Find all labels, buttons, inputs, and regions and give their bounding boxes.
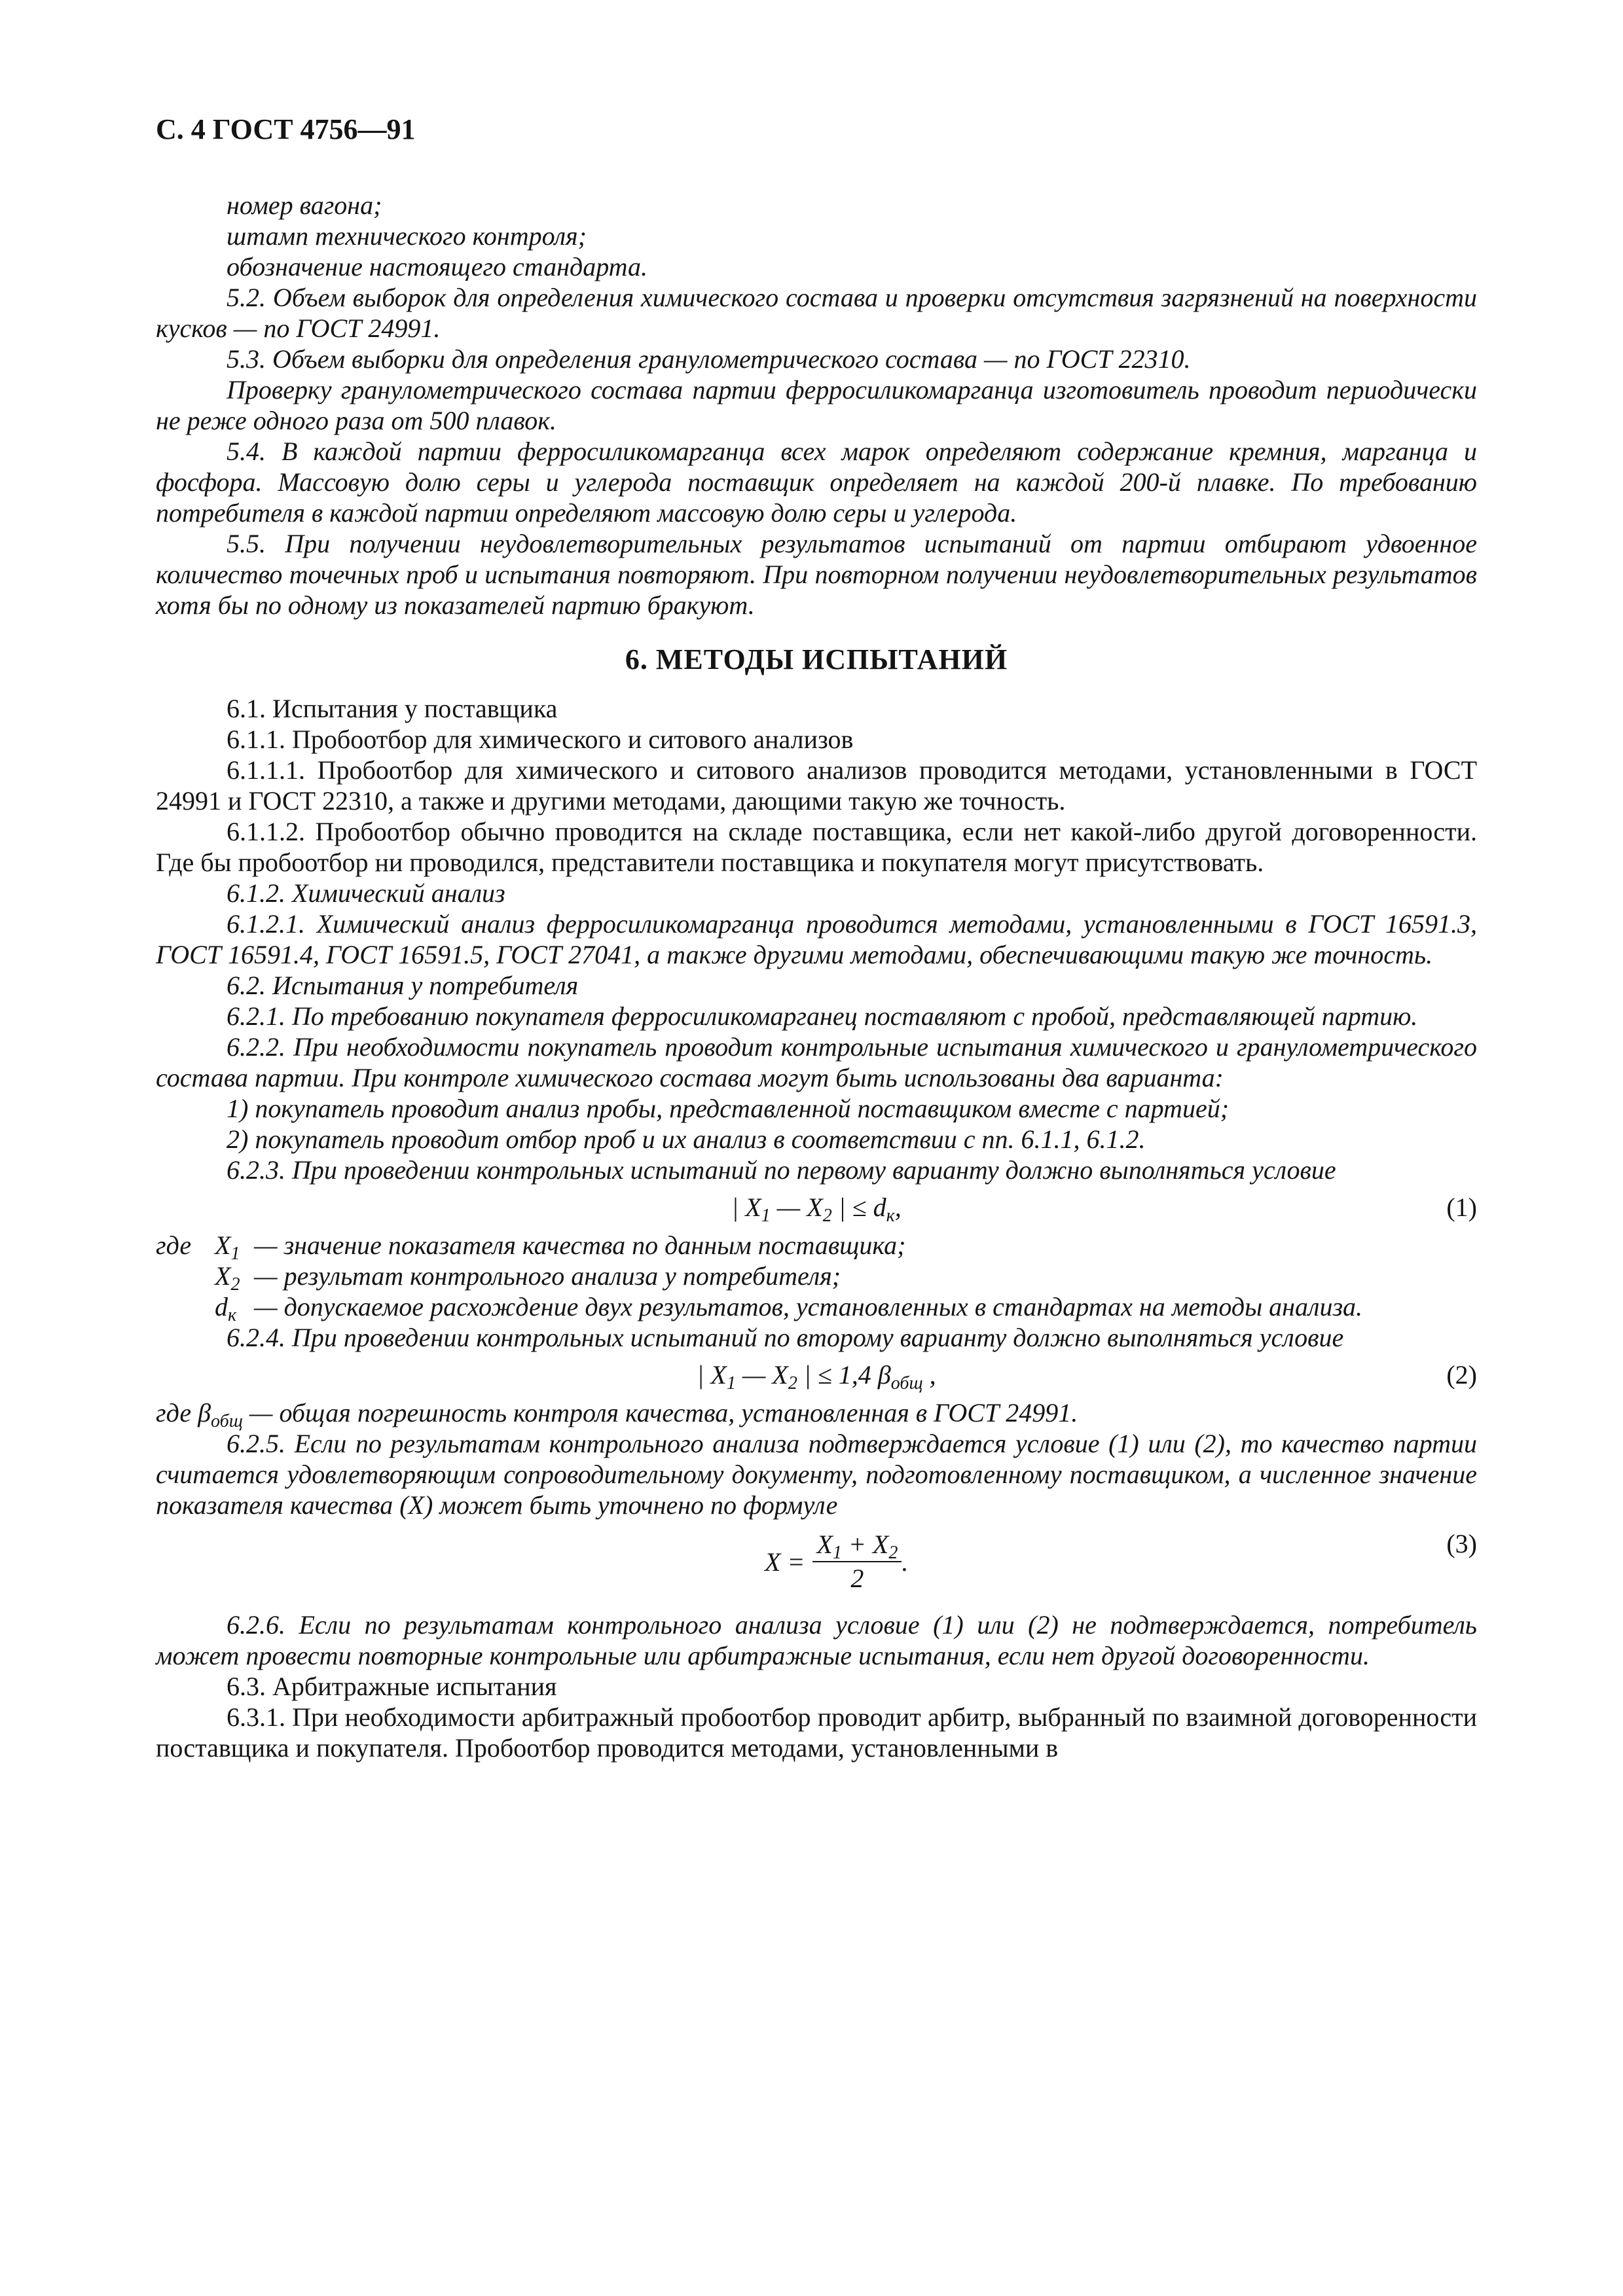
paragraph-6-1-1: 6.1.1. Пробоотбор для химического и ситового анализов bbox=[227, 725, 854, 754]
paragraph-6-2-1: 6.2.1. По требованию покупателя ферросиликомарганец поставляют с пробой, представляющей партию. bbox=[227, 1001, 1418, 1031]
legend-symbol-x2: $X_2$ bbox=[215, 1261, 240, 1295]
paragraph-5-3: 5.3. Объем выборки для определения гранулометрического состава — по ГОСТ 22310. bbox=[227, 344, 1191, 374]
formula-2-number: (2) bbox=[1446, 1360, 1477, 1390]
legend-row-dk bbox=[156, 1291, 1477, 1325]
paragraph-6-2-4: 6.2.4. При проведении контрольных испытаний по второму варианту должно выполняться условие bbox=[227, 1323, 1344, 1352]
page-content bbox=[156, 190, 1477, 1763]
legend-symbol-dk: $d_к$ bbox=[215, 1292, 237, 1325]
formula-3 bbox=[156, 1528, 1477, 1602]
legend-row-x2 bbox=[156, 1261, 1477, 1295]
paragraph-5-4: 5.4. В каждой партии ферросиликомарганца всех марок определяют содержание кремния, марганца и фосфора. Массовую долю серы и углерода поставщик определяет на каждой 200-й плавке. По требованию потребителя в каждой партии определяют массовую долю серы и углерода. bbox=[156, 437, 1477, 528]
page-header: С. 4 ГОСТ 4756—91 bbox=[156, 113, 416, 145]
formula-2-expression: | $X_1$ — $X_2$ | ≤ 1,4 $\beta_{общ}$ , bbox=[697, 1360, 936, 1393]
formula-1 bbox=[156, 1189, 1477, 1226]
section-title: 6. МЕТОДЫ ИСПЫТАНИЙ bbox=[625, 643, 1008, 675]
formula-1-number: (1) bbox=[1446, 1193, 1477, 1222]
legend-row-x1 bbox=[156, 1230, 1477, 1264]
list-item: обозначение настоящего стандарта. bbox=[227, 252, 648, 281]
paragraph-5-2: 5.2. Объем выборок для определения химического состава и проверки отсутствия загрязнений на поверхности кусков — по ГОСТ 24991. bbox=[156, 283, 1477, 343]
paragraph-6-1: 6.1. Испытания у поставщика bbox=[227, 694, 558, 723]
formula-2 bbox=[156, 1357, 1477, 1393]
paragraph-6-2-3: 6.2.3. При проведении контрольных испытаний по первому варианту должно выполняться условие bbox=[227, 1155, 1336, 1185]
paragraph-5-5: 5.5. При получении неудовлетворительных результатов испытаний от партии отбирают удвоенное количество точечных проб и испытания повторяют. При повторном получении неудовлетворительных результатов хотя бы по одному из показателей партию бракуют. bbox=[156, 529, 1477, 620]
legend-where-word: где bbox=[156, 1230, 192, 1260]
paragraph-5-3-continued: Проверку гранулометрического состава партии ферросиликомарганца изготовитель проводит периодически не реже одного раза от 500 плавок. bbox=[156, 375, 1477, 435]
paragraph-6-1-2: 6.1.2. Химический анализ bbox=[227, 878, 505, 908]
formula-1-legend bbox=[156, 1230, 1477, 1325]
legend-symbol-x1: $X_1$ bbox=[215, 1230, 240, 1264]
paragraph-6-3-1: 6.3.1. При необходимости арбитражный пробоотбор проводит арбитр, выбранный по взаимной договоренности поставщика и покупателя. Пробоотбор проводится методами, установленными в bbox=[156, 1702, 1477, 1763]
paragraph-6-1-2-1: 6.1.2.1. Химический анализ ферросиликомарганца проводится методами, установленными в ГОСТ 16591.3, ГОСТ 16591.4, ГОСТ 16591.5, ГОСТ 27041, а также другими методами, обеспечивающими такую же точность. bbox=[156, 909, 1477, 969]
formula-2-legend: где $\beta_{общ}$ — общая погрешность контроля качества, установленная в ГОСТ 24991. bbox=[156, 1398, 1078, 1431]
option-2: 2) покупатель проводит отбор проб и их анализ в соответствии с пп. 6.1.1, 6.1.2. bbox=[227, 1124, 1146, 1154]
list-item: номер вагона; bbox=[227, 190, 382, 220]
legend-text-x2: — результат контрольного анализа у потребителя; bbox=[254, 1261, 841, 1291]
paragraph-6-2: 6.2. Испытания у потребителя bbox=[227, 971, 579, 1000]
option-1: 1) покупатель проводит анализ пробы, представленной поставщиком вместе с партией; bbox=[227, 1094, 1230, 1123]
legend-text-dk: — допускаемое расхождение двух результатов, установленных в стандартах на методы анализа. bbox=[254, 1292, 1363, 1321]
paragraph-6-2-5: 6.2.5. Если по результатам контрольного анализа подтверждается условие (1) или (2), то качество партии считается удовлетворяющим сопроводительному документу, подготовленному поставщиком, а численное значение показателя качества (X) может быть уточнено по формуле bbox=[156, 1429, 1477, 1520]
formula-1-expression: | $X_1$ — $X_2$ | ≤ $d_к$, bbox=[731, 1193, 902, 1226]
formula-3-number: (3) bbox=[1446, 1529, 1477, 1558]
paragraph-6-2-6: 6.2.6. Если по результатам контрольного анализа условие (1) или (2) не подтверждается, потребитель может провести повторные контрольные или арбитражные испытания, если нет другой договоренности. bbox=[156, 1610, 1477, 1670]
paragraph-6-2-2: 6.2.2. При необходимости покупатель проводит контрольные испытания химического и гранулометрического состава партии. При контроле химического состава могут быть использованы два варианта: bbox=[156, 1032, 1477, 1092]
list-item: штамп технического контроля; bbox=[227, 221, 587, 251]
paragraph-6-1-1-1: 6.1.1.1. Пробоотбор для химического и ситового анализов проводится методами, установленными в ГОСТ 24991 и ГОСТ 22310, а также и другими методами, дающими такую же точность. bbox=[156, 755, 1477, 816]
paragraph-6-3: 6.3. Арбитражные испытания bbox=[227, 1672, 557, 1701]
legend-text-x1: — значение показателя качества по данным поставщика; bbox=[254, 1230, 906, 1260]
formula-3-expression: X = $\frac{X_1 + X_2}{2}$ . bbox=[765, 1530, 909, 1593]
paragraph-6-1-1-2: 6.1.1.2. Пробоотбор обычно проводится на складе поставщика, если нет какой-либо другой договоренности. Где бы пробоотбор ни проводился, представители поставщика и покупателя могут присутствовать. bbox=[156, 817, 1477, 877]
